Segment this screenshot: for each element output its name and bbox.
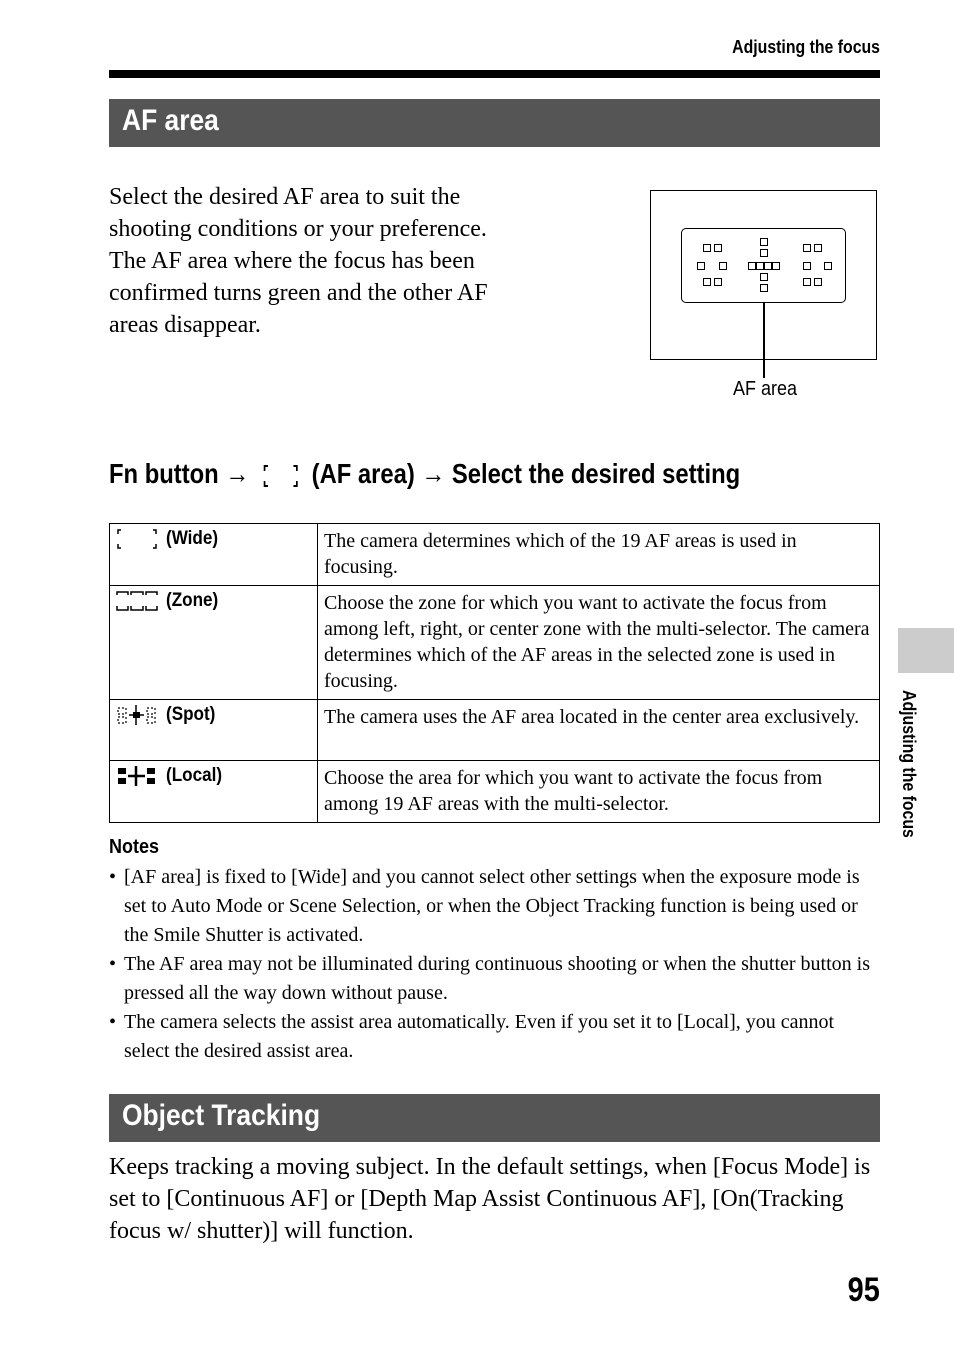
af-point-icon	[824, 262, 832, 270]
af-zone-icon	[116, 590, 158, 612]
af-area-wide-icon	[259, 463, 302, 489]
af-point-icon	[803, 262, 811, 270]
fn-path-start: Fn button	[109, 458, 219, 489]
list-item: • [AF area] is fixed to [Wide] and you cannot select other settings when the exposure mode is set to Auto Mode or Scene Selection, or when the Object Tracking function is being used or the Smile Shutter is activated.	[109, 863, 880, 950]
mode-cell	[110, 524, 318, 586]
af-local-icon	[116, 765, 158, 787]
af-point-icon	[803, 278, 811, 286]
af-spot-icon	[116, 704, 158, 726]
af-area-intro: Select the desired AF area to suit the shooting conditions or your preference. The AF area where the focus has been confirmed turns green and the other AF areas disappear.	[109, 184, 488, 338]
af-point-icon	[756, 262, 764, 270]
mode-name: (Local)	[166, 765, 223, 787]
af-point-icon	[703, 244, 711, 252]
af-point-icon	[760, 249, 768, 257]
af-point-icon	[814, 244, 822, 252]
af-area-frame	[681, 228, 846, 303]
af-point-icon	[714, 244, 722, 252]
af-point-icon	[697, 262, 705, 270]
af-point-icon	[760, 284, 768, 292]
af-point-icon	[703, 278, 711, 286]
af-point-icon	[772, 262, 780, 270]
af-point-icon	[748, 262, 756, 270]
af-point-icon	[760, 238, 768, 246]
mode-cell	[110, 761, 318, 823]
object-tracking-heading-band	[109, 1094, 880, 1142]
af-point-icon	[803, 244, 811, 252]
side-tab	[898, 628, 954, 673]
af-area-heading-band	[109, 99, 880, 147]
object-tracking-text: Keeps tracking a moving subject. In the default settings, when [Focus Mode] is set to [Continuous AF] or [Depth Map Assist Continuous AF], [On(Tracking focus w/ shutter)] will function.	[109, 1154, 871, 1244]
mode-name: (Wide)	[166, 528, 219, 550]
header-rule	[109, 70, 880, 78]
mode-description: Choose the zone for which you want to activate the focus from among left, right, or center zone with the multi-selector. The camera determines which of the AF areas in the selected zone is used in focusing.	[318, 586, 880, 700]
table-row	[110, 761, 880, 823]
table-row	[110, 524, 880, 586]
mode-name: (Zone)	[166, 590, 219, 612]
mode-description: Choose the area for which you want to activate the focus from among 19 AF areas with the multi-selector.	[318, 761, 880, 823]
fn-menu-path	[109, 458, 740, 490]
notes-list	[109, 863, 880, 1066]
af-point-icon	[764, 262, 772, 270]
fn-path-end: Select the desired setting	[451, 458, 741, 489]
mode-cell	[110, 700, 318, 761]
table-row	[110, 586, 880, 700]
af-wide-icon	[116, 528, 158, 550]
figure-leader-line	[763, 303, 765, 378]
table-row	[110, 700, 880, 761]
af-point-icon	[814, 278, 822, 286]
figure-label: AF area	[733, 378, 798, 400]
af-point-icon	[760, 273, 768, 281]
af-point-icon	[719, 262, 727, 270]
mode-name: (Spot)	[166, 704, 216, 726]
arrow-icon: →	[225, 458, 250, 489]
arrow-icon: →	[421, 458, 446, 489]
mode-description: The camera determines which of the 19 AF areas is used in focusing.	[318, 524, 880, 586]
object-tracking-heading: Object Tracking	[122, 1099, 321, 1132]
fn-path-middle: (AF area)	[311, 458, 415, 489]
af-point-icon	[714, 278, 722, 286]
list-item: • The camera selects the assist area automatically. Even if you set it to [Local], you cannot select the desired assist area.	[109, 1008, 880, 1066]
running-header: Adjusting the focus	[732, 37, 880, 57]
side-tab-label: Adjusting the focus	[899, 690, 919, 838]
af-area-heading: AF area	[122, 104, 219, 137]
side-tab-label-container	[897, 690, 919, 885]
mode-cell	[110, 586, 318, 700]
page-number: 95	[847, 1271, 880, 1309]
mode-description: The camera uses the AF area located in the center area exclusively.	[318, 700, 880, 761]
list-item: • The AF area may not be illuminated during continuous shooting or when the shutter button is pressed all the way down without pause.	[109, 950, 880, 1008]
af-mode-table	[109, 523, 880, 823]
notes-heading: Notes	[109, 836, 160, 858]
